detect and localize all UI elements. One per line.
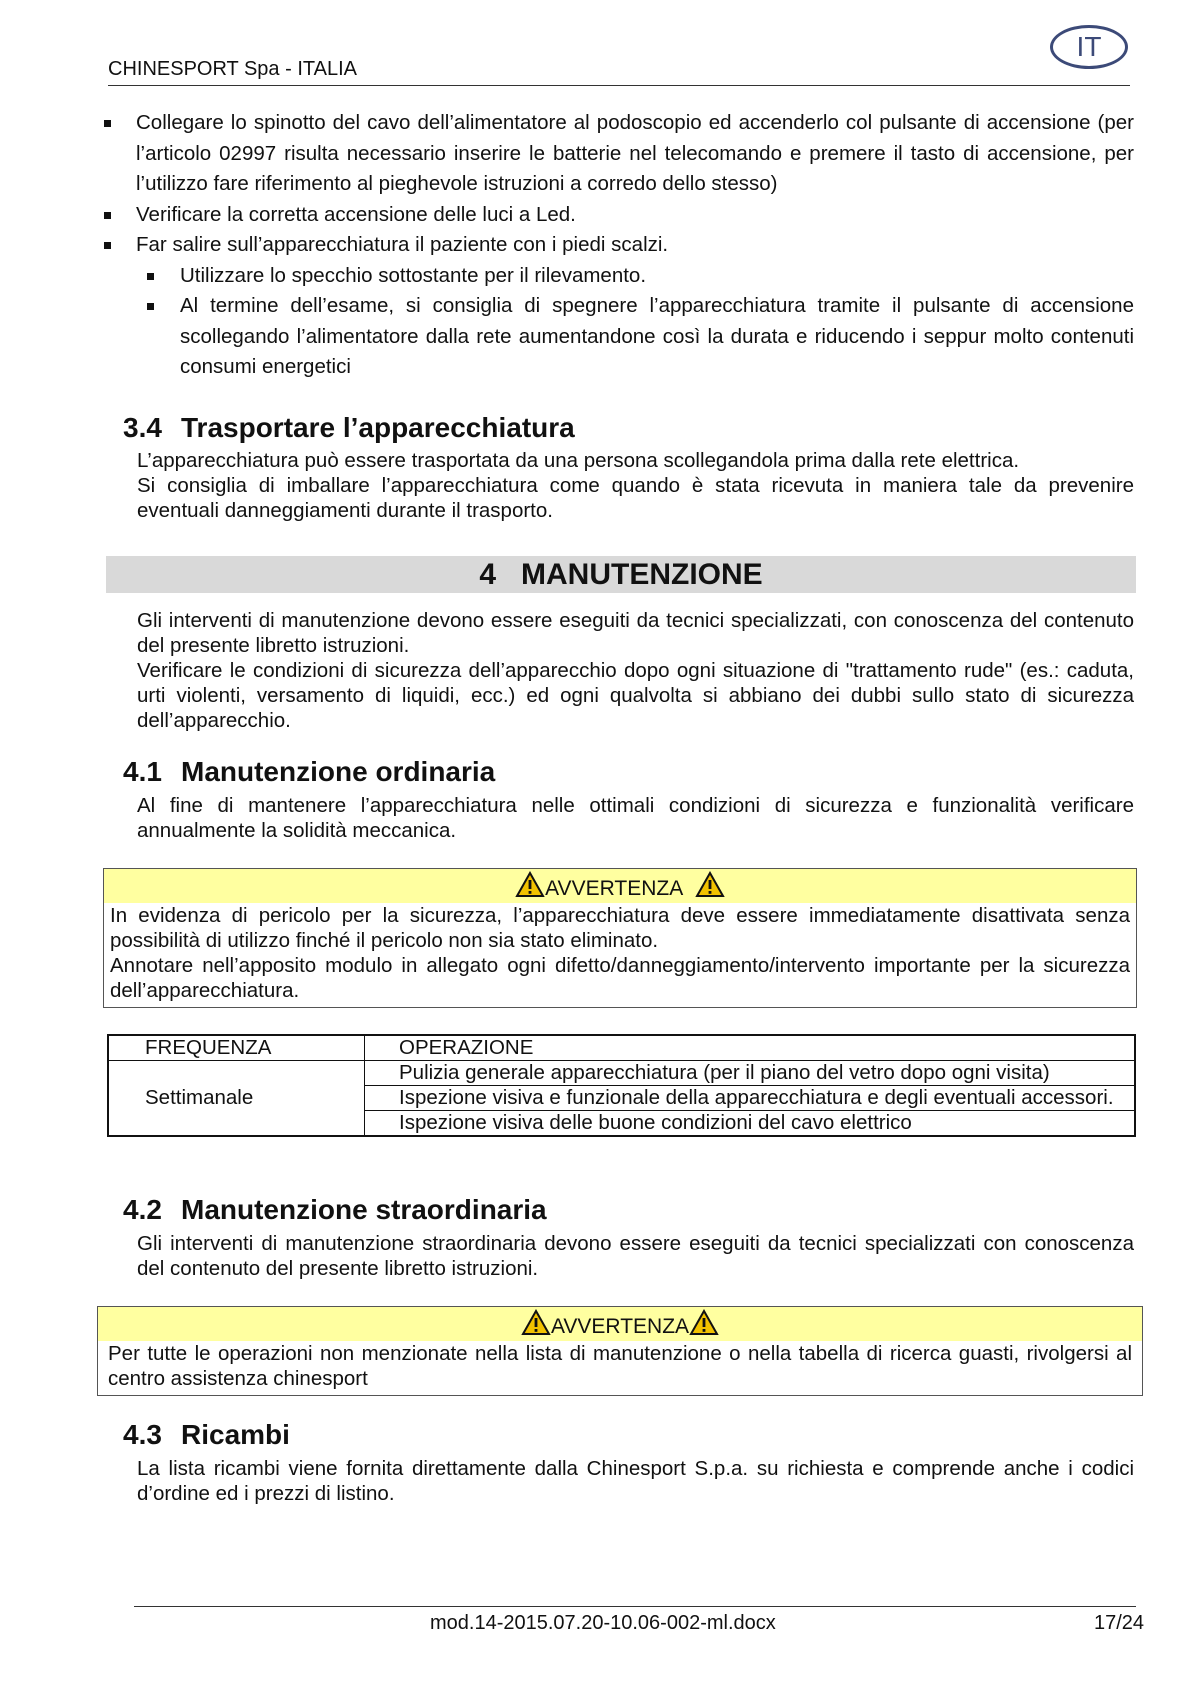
list-item: Collegare lo spinotto del cavo dell’alimentatore al podoscopio ed accenderlo col pulsante di accensione (per l’articolo 02997 risulta necessario inserire le batterie nel telecomando e premere il tasto di accensione, per l’utilizzo fare riferimento al pieghevole istruzioni a corredo dello stesso)	[96, 108, 1134, 200]
table-cell-operation: Pulizia generale apparecchiatura (per il piano del vetro dopo ogni visita)	[365, 1061, 1136, 1086]
page-number: 17/24	[1094, 1612, 1145, 1634]
table-header-operation: OPERAZIONE	[365, 1035, 1136, 1061]
section-4-1-text: Al fine di mantenere l’apparecchiatura nelle ottimali condizioni di sicurezza e funzionalità verificare annualmente la solidità meccanica.	[137, 794, 1134, 842]
section-4-2-heading: 4.2 Manutenzione straordinaria	[123, 1194, 547, 1225]
warning-triangle-icon	[521, 1309, 551, 1336]
warning-text: In evidenza di pericolo per la sicurezza, l’apparecchiatura deve essere immediatamente disattivata senza possibilità di utilizzo finché il pericolo non sia stato eliminato. Annotare nell’apposito modulo in allegato ogni difetto/danneggiamento/intervento importante per la sicurezza dell’apparecchiatura.	[110, 904, 1130, 1002]
list-item: Al termine dell’esame, si consiglia di spegnere l’apparecchiatura tramite il pulsante di accensione scollegando l’alimentatore dalla rete aumentandone così la durata e riducendo i seppur molto contenuti consumi energetici	[96, 291, 1134, 383]
language-badge: IT	[1050, 25, 1128, 69]
bullet-square-icon	[147, 303, 154, 310]
bullet-square-icon	[147, 273, 154, 280]
warning-header: AVVERTENZA	[104, 869, 1136, 903]
footer-doc-ref: mod.14-2015.07.20-10.06-002-ml.docx	[430, 1612, 776, 1634]
warning-triangle-icon	[515, 871, 545, 898]
bullet-square-icon	[104, 242, 111, 249]
table-header-frequency: FREQUENZA	[108, 1035, 365, 1061]
section-4-1-heading: 4.1 Manutenzione ordinaria	[123, 756, 496, 787]
bullet-square-icon	[104, 120, 111, 127]
warning-triangle-icon	[689, 1309, 719, 1336]
table-cell-frequency: Settimanale	[108, 1061, 365, 1137]
table-cell-operation: Ispezione visiva delle buone condizioni del cavo elettrico	[365, 1111, 1136, 1137]
bullet-square-icon	[104, 212, 111, 219]
section-4-3-text: La lista ricambi viene fornita direttamente dalla Chinesport S.p.a. su richiesta e comprende anche i codici d’ordine ed i prezzi di listino.	[137, 1457, 1134, 1505]
chapter-4-text: Gli interventi di manutenzione devono essere eseguiti da tecnici specializzati, con conoscenza del contenuto del presente libretto istruzioni. Verificare le condizioni di sicurezza dell’apparecchio dopo ogni situazione di "trattamento rude" (es.: caduta, urti violenti, versamento di liquidi, ecc.) ed ogni qualvolta si abbiano dei dubbi sullo stato di sicurezza dell’apparecchio.	[137, 609, 1134, 732]
section-4-2-text: Gli interventi di manutenzione straordinaria devono essere eseguiti da tecnici specializzati con conoscenza del contenuto del presente libretto istruzioni.	[137, 1232, 1134, 1280]
list-item: Verificare la corretta accensione delle luci a Led.	[96, 200, 1134, 231]
list-item: Far salire sull’apparecchiatura il paziente con i piedi scalzi.	[96, 230, 1134, 261]
warning-text: Per tutte le operazioni non menzionate nella lista di manutenzione o nella tabella di ricerca guasti, rivolgersi al centro assistenza chinesport	[108, 1342, 1132, 1390]
section-3-4-heading: 3.4 Trasportare l’apparecchiatura	[123, 412, 575, 443]
footer-divider	[134, 1606, 1136, 1607]
usage-bullet-list	[96, 108, 1134, 383]
warning-box	[97, 1306, 1143, 1396]
table-cell-operation: Ispezione visiva e funzionale della apparecchiatura e degli eventuali accessori.	[365, 1086, 1136, 1111]
header-company: CHINESPORT Spa - ITALIA	[108, 58, 357, 80]
maintenance-table	[107, 1034, 1136, 1137]
table-row	[108, 1061, 1135, 1086]
table-header-row	[108, 1035, 1135, 1061]
section-4-3-heading: 4.3 Ricambi	[123, 1419, 290, 1450]
warning-header: AVVERTENZA	[98, 1307, 1142, 1341]
warning-box	[103, 868, 1137, 1008]
section-3-4-text: L’apparecchiatura può essere trasportata da una persona scollegandola prima dalla rete elettrica. Si consiglia di imballare l’apparecchiatura come quando è stata ricevuta in maniera tale da prevenire eventuali danneggiamenti durante il trasporto.	[137, 449, 1134, 522]
header-divider	[108, 85, 1130, 86]
chapter-4-heading: 4 MANUTENZIONE	[106, 556, 1136, 593]
warning-triangle-icon	[695, 871, 725, 898]
list-item: Utilizzare lo specchio sottostante per il rilevamento.	[96, 261, 1134, 292]
